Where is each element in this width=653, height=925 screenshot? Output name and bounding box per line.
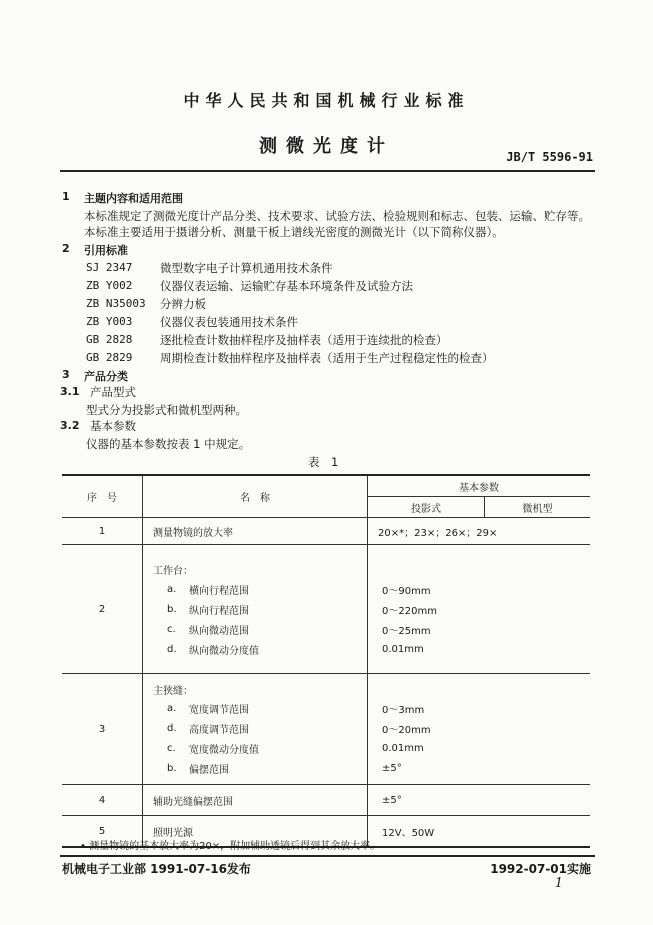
section-2-title: 引用标准 [84,244,128,257]
row-value: ±5° [368,785,591,816]
item-value: 0～25mm [382,625,431,637]
item-value: 0～3mm [382,704,425,716]
effective-date: 1992-07-01实施 [490,862,591,876]
ref-title: 逐批检查计数抽样程序及抽样表（适用于连续批的检查） [160,333,448,347]
section-1-para-1: 本标准规定了测微光度计产品分类、技术要求、试验方法、检验规则和标志、包装、运输、贮存等。 [84,209,590,223]
item-name: 纵向行程范围 [189,605,249,617]
ref-title: 仪器仪表运输、运输贮存基本环境条件及试验方法 [160,279,413,293]
section-3-2-number: 3.2 [60,419,80,432]
ref-code: ZB N35003 [86,297,146,310]
section-1-para-2: 本标准主要适用于摄谱分析、测量干板上谱线光密度的测微光计（以下简称仪器）。 [84,225,504,239]
ref-code: ZB Y003 [86,315,133,328]
table-header-params: 基本参数 [368,475,591,497]
section-3-1-title: 产品型式 [90,385,136,399]
item-letter: c. [167,742,176,754]
document-title: 测微光度计 [259,136,394,157]
header-rule [60,170,595,172]
ref-code: SJ 2347 [86,261,133,274]
item-value: 0～20mm [382,724,431,736]
page-number: 1 [554,876,563,891]
item-letter: d. [167,643,177,655]
parameter-table [62,474,590,848]
row-number: 4 [62,785,143,816]
item-name: 宽度微动分度值 [189,744,259,756]
row-group-label: 工作台： [153,565,193,577]
section-3-2-title: 基本参数 [90,419,136,433]
row-number: 5 [62,816,143,848]
section-3-number: 3 [62,368,70,381]
item-value: 0.01mm [382,742,424,754]
ref-title: 仪器仪表包装通用技术条件 [160,315,298,329]
item-letter: a. [167,702,177,714]
row-number: 3 [62,674,143,785]
ref-title: 微型数字电子计算机通用技术条件 [160,261,333,275]
table-header-micro: 微机型 [485,497,591,518]
item-letter: a. [167,583,177,595]
item-value: 0～220mm [382,605,437,617]
table-row [62,674,590,785]
footer-rule [60,855,595,857]
section-3-2-para: 仪器的基本参数按表 1 中规定。 [86,437,251,451]
table-row [62,785,590,816]
row-name: 测量物镜的放大率 [143,518,368,545]
table-row [62,518,590,545]
section-1-title: 主题内容和适用范围 [84,192,183,205]
item-value: ±5° [382,762,402,774]
table-row [62,545,590,674]
section-3-title: 产品分类 [84,370,128,383]
item-name: 纵向微动范围 [189,625,249,637]
item-letter: d. [167,722,177,734]
table-header-name: 名 称 [143,475,368,518]
item-name: 宽度调节范围 [189,704,249,716]
row-name: 辅助光缝偏摆范围 [143,785,368,816]
ref-code: GB 2829 [86,351,133,364]
standard-number: JB/T 5596-91 [506,150,593,164]
item-value: 0.01mm [382,643,424,655]
item-letter: c. [167,623,176,635]
row-value: 12V、50W [368,816,591,848]
ref-code: GB 2828 [86,333,133,346]
section-2-number: 2 [62,242,70,255]
table-header-no: 序 号 [62,475,143,518]
section-1-number: 1 [62,190,70,203]
ref-title: 分辨力板 [160,297,206,311]
item-name: 高度调节范围 [189,724,249,736]
section-3-1-number: 3.1 [60,385,80,398]
table-header-projection: 投影式 [368,497,485,518]
section-3-1-para: 型式分为投影式和微机型两种。 [86,403,247,417]
row-value: 20×*；23×；26×；29× [368,518,591,545]
row-name: 照明光源 [143,816,368,848]
item-name: 横向行程范围 [189,585,249,597]
item-letter: b. [167,762,177,774]
table-caption: 表 1 [308,455,339,469]
item-name: 偏摆范围 [189,764,229,776]
ref-title: 周期检查计数抽样程序及抽样表（适用于生产过程稳定性的检查） [160,351,494,365]
row-group-label: 主狭缝： [153,685,193,697]
item-value: 0～90mm [382,585,431,597]
table-footnote: • 测量物镜的基本放大率为20×，附加辅助透镜后得到其余放大率。 [80,841,381,852]
item-name: 纵向微动分度值 [189,645,259,657]
ref-code: ZB Y002 [86,279,133,292]
issue-date: 机械电子工业部 1991-07-16发布 [62,862,251,876]
item-letter: b. [167,603,177,615]
issuing-org-heading: 中华人民共和国机械行业标准 [183,91,470,110]
row-number: 2 [62,545,143,674]
row-number: 1 [62,518,143,545]
